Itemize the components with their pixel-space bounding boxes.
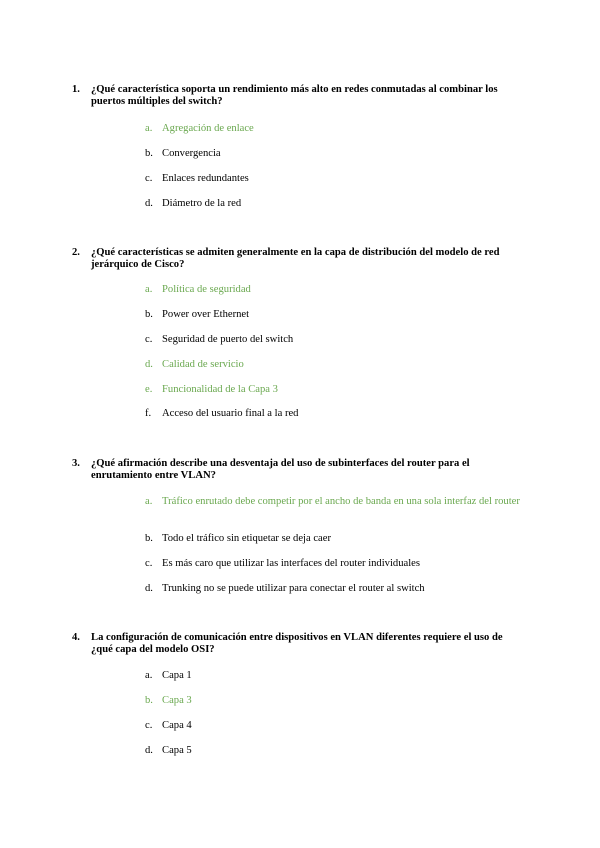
option-letter: c. bbox=[145, 720, 153, 731]
question-1-heading bbox=[72, 84, 522, 108]
option-letter: d. bbox=[145, 359, 153, 370]
question-1 bbox=[72, 84, 522, 108]
q2-option-e bbox=[145, 384, 520, 396]
q4-option-a bbox=[145, 670, 520, 682]
option-text: Capa 1 bbox=[162, 670, 192, 681]
q2-option-d bbox=[145, 359, 520, 371]
option-letter: a. bbox=[145, 284, 153, 295]
option-text: Convergencia bbox=[162, 148, 221, 159]
question-4 bbox=[72, 632, 522, 656]
option-text: Trunking no se puede utilizar para conectar el router al switch bbox=[162, 583, 425, 594]
option-letter: b. bbox=[145, 148, 153, 159]
option-letter: c. bbox=[145, 173, 153, 184]
q2-option-f bbox=[145, 408, 520, 420]
option-text: Power over Ethernet bbox=[162, 309, 250, 320]
question-number: 2. bbox=[72, 247, 80, 258]
q2-option-c bbox=[145, 334, 520, 346]
q1-option-a bbox=[145, 123, 520, 135]
option-text: Capa 3 bbox=[162, 695, 192, 706]
option-text: Es más caro que utilizar las interfaces del router individuales bbox=[162, 558, 420, 569]
option-letter: c. bbox=[145, 558, 153, 569]
option-text: Capa 4 bbox=[162, 720, 192, 731]
option-text: Diámetro de la red bbox=[162, 198, 242, 209]
option-letter: f. bbox=[145, 408, 152, 419]
q2-option-b bbox=[145, 309, 520, 321]
option-text: Política de seguridad bbox=[162, 284, 251, 295]
option-letter: b. bbox=[145, 309, 153, 320]
question-2-heading bbox=[72, 247, 522, 271]
option-text: Funcionalidad de la Capa 3 bbox=[162, 384, 278, 395]
question-number: 3. bbox=[72, 458, 80, 469]
question-text: ¿Qué características se admiten generalmente en la capa de distribución del modelo de red jerárquico de Cisco? bbox=[91, 247, 500, 270]
question-number: 1. bbox=[72, 84, 80, 95]
q4-option-b bbox=[145, 695, 520, 707]
q1-option-d bbox=[145, 198, 520, 210]
option-text: Acceso del usuario final a la red bbox=[162, 408, 299, 419]
q3-option-d bbox=[145, 583, 520, 595]
option-text: Seguridad de puerto del switch bbox=[162, 334, 294, 345]
option-letter: a. bbox=[145, 496, 153, 507]
option-letter: b. bbox=[145, 695, 153, 706]
q2-option-a bbox=[145, 284, 520, 296]
question-text: La configuración de comunicación entre dispositivos en VLAN diferentes requiere el uso de ¿qué capa del modelo OSI? bbox=[91, 632, 503, 655]
question-text: ¿Qué característica soporta un rendimiento más alto en redes conmutadas al combinar los puertos múltiples del switch? bbox=[91, 84, 498, 107]
option-letter: e. bbox=[145, 384, 153, 395]
option-text: Tráfico enrutado debe competir por el ancho de banda en una sola interfaz del router bbox=[162, 496, 520, 507]
q3-option-b bbox=[145, 533, 520, 545]
q1-option-b bbox=[145, 148, 520, 160]
option-letter: b. bbox=[145, 533, 153, 544]
option-text: Todo el tráfico sin etiquetar se deja caer bbox=[162, 533, 331, 544]
q4-option-d bbox=[145, 745, 520, 757]
option-text: Calidad de servicio bbox=[162, 359, 244, 370]
question-4-heading bbox=[72, 632, 522, 656]
question-2 bbox=[72, 247, 522, 271]
option-letter: d. bbox=[145, 198, 153, 209]
question-number: 4. bbox=[72, 632, 80, 643]
q1-option-c bbox=[145, 173, 520, 185]
question-text: ¿Qué afirmación describe una desventaja del uso de subinterfaces del router para el enrutamiento entre VLAN? bbox=[91, 458, 470, 481]
question-3-heading bbox=[72, 458, 522, 482]
option-letter: d. bbox=[145, 583, 153, 594]
option-text: Enlaces redundantes bbox=[162, 173, 249, 184]
option-letter: a. bbox=[145, 670, 153, 681]
q4-option-c bbox=[145, 720, 520, 732]
option-text: Capa 5 bbox=[162, 745, 192, 756]
question-3 bbox=[72, 458, 522, 482]
q3-option-a bbox=[145, 496, 520, 508]
option-text: Agregación de enlace bbox=[162, 123, 254, 134]
option-letter: a. bbox=[145, 123, 153, 134]
q3-option-c bbox=[145, 558, 520, 570]
option-letter: c. bbox=[145, 334, 153, 345]
option-letter: d. bbox=[145, 745, 153, 756]
